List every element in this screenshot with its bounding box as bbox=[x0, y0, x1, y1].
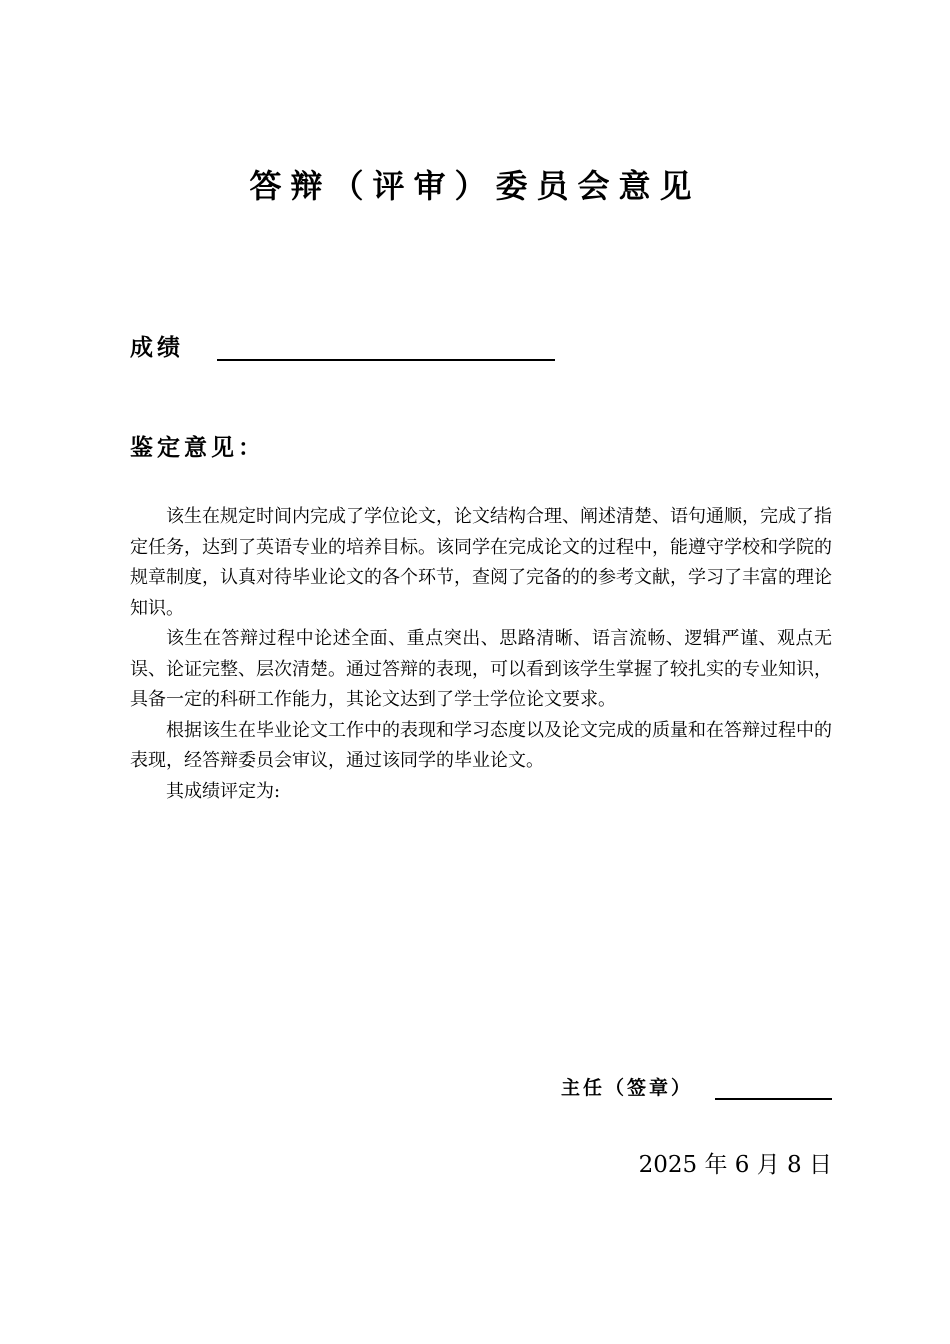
signature-field bbox=[561, 1072, 832, 1104]
opinion-body bbox=[130, 502, 832, 807]
grade-underline bbox=[217, 359, 555, 361]
grade-field bbox=[130, 332, 555, 364]
grade-assessment-line: 其成绩评定为: bbox=[166, 780, 281, 802]
opinion-paragraph-1: 该生在规定时间内完成了学位论文，论文结构合理、阐述清楚、语句通顺，完成了指定任务，达到了英语专业的培养目标。该同学在完成论文的过程中，能遵守学校和学院的规章制度，认真对待毕业论文的各个环节，查阅了完备的的参考文献，学习了丰富的理论知识。 bbox=[130, 506, 832, 619]
signature-date: 2025 年 6 月 8 日 bbox=[638, 1152, 832, 1178]
grade-label: 成绩 bbox=[130, 335, 184, 361]
opinion-heading: 鉴定意见： bbox=[130, 435, 265, 461]
opinion-paragraph-3: 根据该生在毕业论文工作中的表现和学习态度以及论文完成的质量和在答辩过程中的表现，经答辩委员会审议，通过该同学的毕业论文。 bbox=[130, 719, 832, 771]
signature-label: 主任（签章） bbox=[560, 1077, 693, 1099]
page-title: 答辩（评审）委员会意见 bbox=[249, 167, 701, 205]
signature-underline bbox=[715, 1098, 832, 1100]
opinion-paragraph-2: 该生在答辩过程中论述全面、重点突出、思路清晰、语言流畅、逻辑严谨、观点无误、论证完整、层次清楚。通过答辩的表现，可以看到该学生掌握了较扎实的专业知识，具备一定的科研工作能力，其论文达到了学士学位论文要求。 bbox=[130, 628, 832, 710]
